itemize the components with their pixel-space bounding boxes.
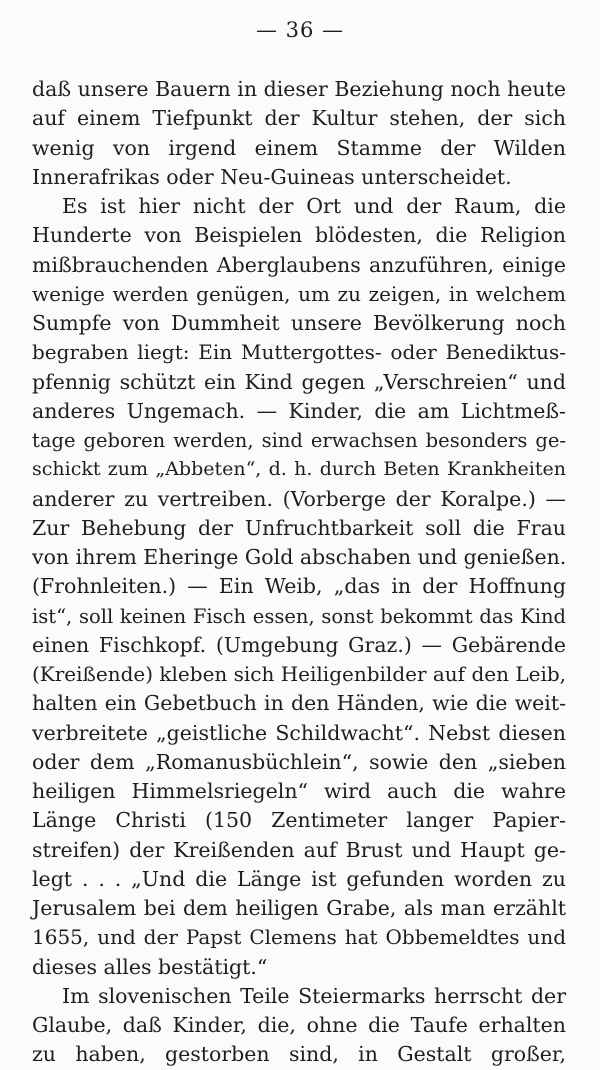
text-line: ist“, soll keinen Fisch essen, sonst bekommt das Kind <box>32 604 566 628</box>
text-line: (Frohnleiten.) — Ein Weib, „das in der Hoffnung <box>32 574 566 599</box>
text-line: anderes Ungemach. — Kinder, die am Lichtmeß- <box>32 398 566 423</box>
text-line: mißbrauchenden Aberglaubens anzuführen, einige <box>32 252 566 277</box>
page-number: — 36 — <box>255 18 345 42</box>
text-line: heiligen Himmelsriegeln“ wird auch die wahre <box>32 779 566 803</box>
text-line: von ihrem Eheringe Gold abschaben und genießen. <box>32 545 567 569</box>
text-line: wenige werden genügen, um zu zeigen, in welchem <box>32 281 566 306</box>
text-line: auf einem Tiefpunkt der Kultur stehen, der sich <box>32 106 566 131</box>
text-line: Innerafrikas oder Neu-Guineas unterscheidet. <box>32 164 512 189</box>
text-line: dieses alles bestätigt.“ <box>32 954 268 979</box>
text-line: einen Fischkopf. (Umgebung Graz.) — Gebärende <box>32 632 566 657</box>
text-line: (Kreißende) kleben sich Heiligenbilder auf den Leib, <box>32 662 566 686</box>
text-line: anderer zu vertreiben. (Vorberge der Koralpe.) — <box>32 486 566 511</box>
text-line: tage geboren werden, sind erwachsen besonders ge- <box>32 429 566 452</box>
body-text <box>32 75 566 1070</box>
text-line: schickt zum „Abbeten“, d. h. durch Beten Krankheiten <box>32 458 566 481</box>
text-line: Glaube, daß Kinder, die, ohne die Taufe erhalten <box>32 1013 566 1037</box>
text-line: Zur Behebung der Unfruchtbarkeit soll die Frau <box>32 515 566 540</box>
text-line: pfennig schützt ein Kind gegen „Verschreien“ und <box>32 369 566 394</box>
text-line: wenig von irgend einem Stamme der Wilden <box>32 135 566 160</box>
text-line: begraben liegt: Ein Muttergottes- oder Benediktus- <box>32 340 566 365</box>
text-line: Länge Christi (150 Zentimeter langer Papier- <box>32 808 566 833</box>
text-line: Sumpfe von Dummheit unsere Bevölkerung noch <box>32 311 566 335</box>
text-line: legt . . . „Und die Länge ist gefunden worden zu <box>32 866 566 891</box>
text-line: verbreitete „geistliche Schildwacht“. Nebst diesen <box>32 720 566 745</box>
text-line: oder dem „Romanusbüchlein“, sowie den „sieben <box>32 749 566 774</box>
text-line: streifen) der Kreißenden auf Brust und Haupt ge- <box>32 837 566 862</box>
text-line: zu haben, gestorben sind, in Gestalt großer, <box>32 1042 566 1067</box>
text-line: halten ein Gebetbuch in den Händen, wie die weit- <box>32 691 566 716</box>
text-line: Es ist hier nicht der Ort und der Raum, die <box>62 194 566 218</box>
text-line: daß unsere Bauern in dieser Beziehung noch heute <box>32 77 566 101</box>
text-line: 1655, und der Papst Clemens hat Obbemeldtes und <box>32 925 566 950</box>
text-line: Hunderte von Beispielen blödesten, die Religion <box>32 223 566 248</box>
text-line: Im slovenischen Teile Steiermarks herrscht der <box>62 983 566 1008</box>
text-line: Jerusalem bei dem heiligen Grabe, als man erzählt <box>32 896 566 920</box>
